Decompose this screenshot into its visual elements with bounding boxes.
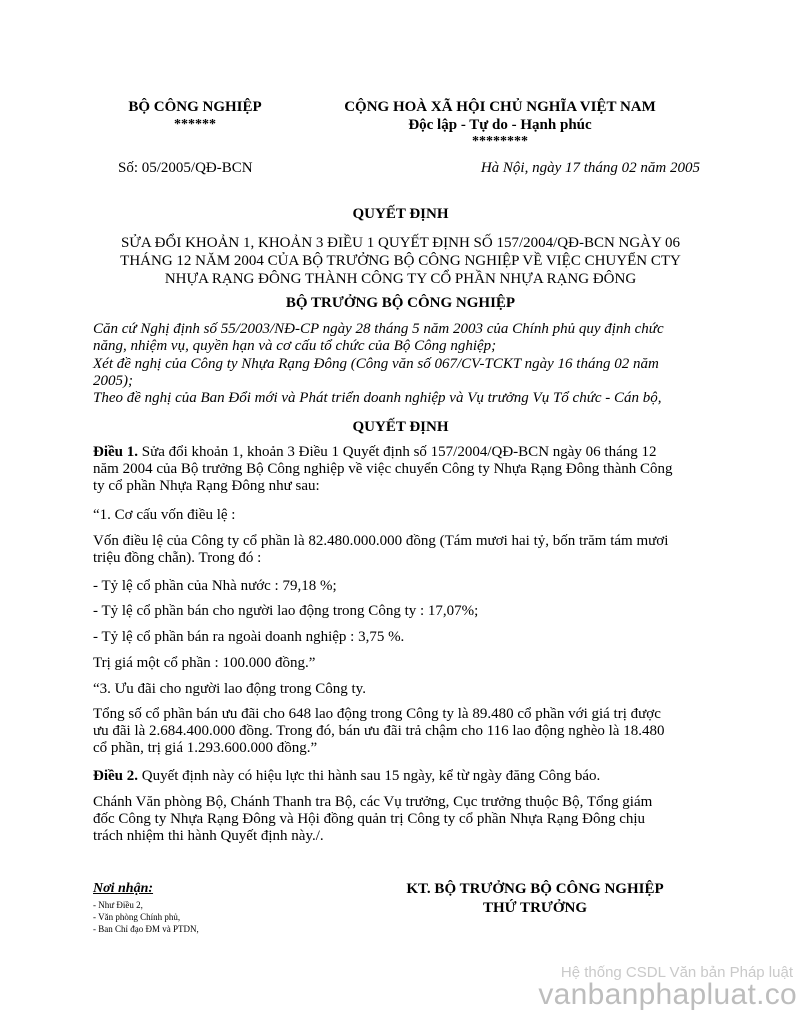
- ministry-stars: ******: [174, 117, 216, 132]
- document-number: Số: 05/2005/QĐ-BCN: [118, 160, 253, 176]
- preamble-line: Theo đề nghị của Ban Đổi mới và Phát triển doanh nghiệp và Vụ trưởng Vụ Tổ chức - Cán bộ,: [93, 390, 662, 407]
- article-1: [93, 444, 708, 495]
- nation-name: CỘNG HOÀ XÃ HỘI CHỦ NGHĨA VIỆT NAM: [344, 99, 656, 115]
- article-2-label: Điều 2.: [93, 768, 138, 784]
- preamble: [93, 321, 708, 407]
- recipient-item: - Ban Chỉ đạo ĐM và PTDN,: [93, 924, 199, 934]
- subject-line: SỬA ĐỔI KHOẢN 1, KHOẢN 3 ĐIỀU 1 QUYẾT ĐỊNH SỐ 157/2004/QĐ-BCN NGÀY 06: [120, 235, 681, 251]
- decision-heading: QUYẾT ĐỊNH: [352, 419, 449, 435]
- article-1-text: Sửa đổi khoản 1, khoản 3 Điều 1 Quyết định số 157/2004/QĐ-BCN ngày 06 tháng 12: [138, 444, 657, 460]
- preamble-line: Xét đề nghị của Công ty Nhựa Rạng Đông (Công văn số 067/CV-TCKT ngày 16 tháng 02 năm: [93, 355, 659, 372]
- article-1-text: ty cổ phần Nhựa Rạng Đông như sau:: [93, 478, 320, 494]
- responsibility-line: Chánh Văn phòng Bộ, Chánh Thanh tra Bộ, các Vụ trưởng, Cục trưởng thuộc Bộ, Tổng giám: [93, 794, 653, 810]
- article-2-text: Quyết định này có hiệu lực thi hành sau 15 ngày, kể từ ngày đăng Công báo.: [138, 768, 601, 784]
- subject-line: NHỰA RẠNG ĐÔNG THÀNH CÔNG TY CỔ PHẦN NHỰA RẠNG ĐÔNG: [164, 271, 637, 287]
- share-state: - Tỷ lệ cổ phần của Nhà nước : 79,18 %;: [93, 578, 337, 594]
- item-3-heading: “3. Ưu đãi cho người lao động trong Công ty.: [93, 681, 366, 697]
- incentive-line: Tổng số cổ phần bán ưu đãi cho 648 lao động trong Công ty là 89.480 cổ phần với giá trị được: [93, 706, 661, 722]
- preamble-line: 2005);: [93, 372, 133, 389]
- share-outside: - Tỷ lệ cổ phần bán ra ngoài doanh nghiệp : 3,75 %.: [93, 629, 405, 645]
- watermark-line-1: Hệ thống CSDL Văn bản Pháp luật: [560, 964, 793, 981]
- issuing-authority: BỘ TRƯỞNG BỘ CÔNG NGHIỆP: [285, 295, 516, 311]
- share-employees: - Tỷ lệ cổ phần bán cho người lao động trong Công ty : 17,07%;: [93, 603, 479, 619]
- subject-line: THÁNG 12 NĂM 2004 CỦA BỘ TRƯỞNG BỘ CÔNG NGHIỆP VỀ VIỆC CHUYỂN CTY: [120, 253, 681, 269]
- recipients-list: [93, 899, 199, 935]
- incentive-line: ưu đãi là 2.684.400.000 đồng. Trong đó, bán ưu đãi trả chậm cho 116 lao động nghèo là 18.480: [93, 723, 665, 739]
- responsibility: [93, 794, 708, 845]
- responsibility-line: đốc Công ty Nhựa Rạng Đông và Hội đồng quản trị Công ty cổ phần Nhựa Rạng Đông chịu: [93, 811, 646, 827]
- employee-incentive: [93, 706, 708, 757]
- article-2: [93, 768, 708, 785]
- preamble-line: năng, nhiệm vụ, quyền hạn và cơ cấu tổ chức của Bộ Công nghiệp;: [93, 338, 497, 355]
- share-value: Trị giá một cổ phần : 100.000 đồng.”: [93, 655, 316, 671]
- motto-stars: ********: [472, 134, 528, 149]
- ministry-name: BỘ CÔNG NGHIỆP: [128, 99, 262, 115]
- signer-title: KT. BỘ TRƯỞNG BỘ CÔNG NGHIỆP: [406, 881, 664, 897]
- recipient-item: - Văn phòng Chính phủ,: [93, 912, 181, 922]
- charter-capital: [93, 533, 708, 567]
- recipients-label: Nơi nhận:: [93, 881, 154, 896]
- capital-line: triệu đồng chẵn). Trong đó :: [93, 550, 262, 566]
- article-1-text: năm 2004 của Bộ trưởng Bộ Công nghiệp về việc chuyển Công ty Nhựa Rạng Đông thành Công: [93, 461, 673, 477]
- motto: Độc lập - Tự do - Hạnh phúc: [408, 117, 592, 133]
- watermark-line-2: vanbanphapluat.co: [538, 978, 797, 1011]
- responsibility-line: trách nhiệm thi hành Quyết định này./.: [93, 828, 324, 844]
- article-1-label: Điều 1.: [93, 444, 138, 460]
- signer-role: THỨ TRƯỞNG: [482, 900, 588, 916]
- item-1-heading: “1. Cơ cấu vốn điều lệ :: [93, 507, 236, 523]
- document-title: QUYẾT ĐỊNH: [352, 206, 449, 222]
- incentive-line: cổ phần, trị giá 1.293.600.000 đồng.”: [93, 740, 318, 756]
- recipient-item: - Như Điều 2,: [93, 900, 143, 910]
- preamble-line: Căn cứ Nghị định số 55/2003/NĐ-CP ngày 28 tháng 5 năm 2003 của Chính phủ quy định chức: [93, 321, 664, 337]
- capital-line: Vốn điều lệ của Công ty cổ phần là 82.480.000.000 đồng (Tám mươi hai tỷ, bốn trăm tám mươi: [93, 533, 669, 549]
- document-subject: [93, 234, 708, 288]
- place-date: Hà Nội, ngày 17 tháng 02 năm 2005: [480, 160, 700, 176]
